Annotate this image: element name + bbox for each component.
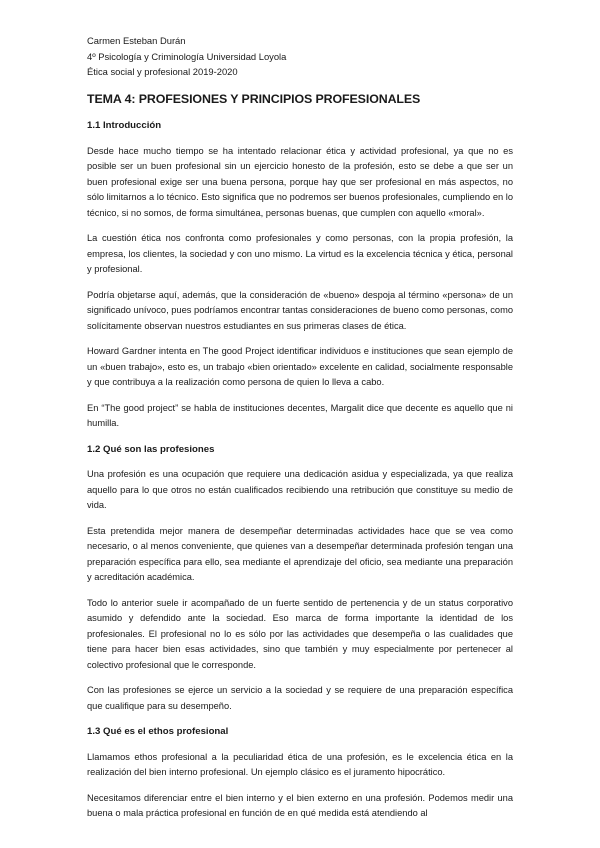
document-header <box>87 33 286 80</box>
document-title: TEMA 4: PROFESIONES Y PRINCIPIOS PROFESIONALES <box>87 92 421 106</box>
paragraph: Howard Gardner intenta en The good Project identificar individuos e instituciones que sean ejemplo de un «buen trabajo», esto es, un trabajo «bien orientado» excelente en calidad, socialmente responsable y que contribuya a la realización como persona de quien lo lleva a cabo. <box>87 346 513 387</box>
paragraph: Podría objetarse aquí, además, que la consideración de «bueno» despoja al término «persona» de un significado unívoco, pues podríamos encontrar tantas consideraciones de bueno como personas, como solícitamente observan nuestros estudiantes en sus primeras clases de ética. <box>87 289 513 331</box>
paragraph: En “The good project” se habla de instituciones decentes, Margalit dice que decente es aquello que ni humilla. <box>87 402 513 428</box>
paragraph: Desde hace mucho tiempo se ha intentado relacionar ética y actividad profesional, ya que no es posible ser un buen profesional sin un ejercicio honesto de la profesión, esto se debe a que ser un buen profesional exige ser una buena persona, porque hay que ser profesional en más aspectos, no sólo limitarnos a lo técnico. Esto significa que no podremos ser buenos profesionales, cumpliendo en lo técnico, si no somos, de forma simultánea, personas buenas, que cumplen con aquello «moral». <box>87 145 513 218</box>
section-heading: 1.3 Qué es el ethos profesional <box>87 726 229 737</box>
section-heading: 1.2 Qué son las profesiones <box>87 443 215 455</box>
document-body <box>87 118 513 832</box>
paragraph: Llamamos ethos profesional a la peculiaridad ética de una profesión, es le excelencia ética en la realización del bien interno profesional. Un ejemplo clásico es el juramento hipocrático. <box>87 751 513 777</box>
paragraph: La cuestión ética nos confronta como profesionales y como personas, con la propia profesión, la empresa, los clientes, la sociedad y con uno mismo. La virtud es la excelencia técnica y ética, personal y profesional. <box>87 233 513 274</box>
paragraph: Esta pretendida mejor manera de desempeñar determinadas actividades hace que se vea como necesario, o al menos conveniente, que quienes van a desempeñar determinada profesión tengan una preparación específica para ello, sea mediante el aprendizaje del oficio, sea mediante una preparación y acreditación académica. <box>87 525 513 582</box>
paragraph: Una profesión es una ocupación que requiere una dedicación asidua y especializada, ya que realiza aquello para lo que otros no están cualificados recibiendo una retribución que constituye su medio de vida. <box>87 469 513 510</box>
course-name: 4º Psicología y Criminología Universidad Loyola <box>87 50 287 62</box>
paragraph: Necesitamos diferenciar entre el bien interno y el bien externo en una profesión. Podemos medir una buena o mala práctica profesional en función de en qué medida está atendiendo al <box>87 792 513 818</box>
subject-name: Ética social y profesional 2019-2020 <box>87 66 238 77</box>
section-heading: 1.1 Introducción <box>87 120 162 131</box>
author-name: Carmen Esteban Durán <box>87 35 186 46</box>
paragraph: Todo lo anterior suele ir acompañado de un fuerte sentido de pertenencia y de un status corporativo asumido y defendido ante la sociedad. Eso marca de forma importante la identidad de los profesionales. El profesional no lo es sólo por las actividades que desempeña o las cualidades que tiene para hacer bien esas actividades, sino que también y muy especialmente por pertenecer al colectivo profesional que le corresponde. <box>87 597 513 670</box>
paragraph: Con las profesiones se ejerce un servicio a la sociedad y se requiere de una preparación específica que cualifique para su desempeño. <box>87 685 513 711</box>
